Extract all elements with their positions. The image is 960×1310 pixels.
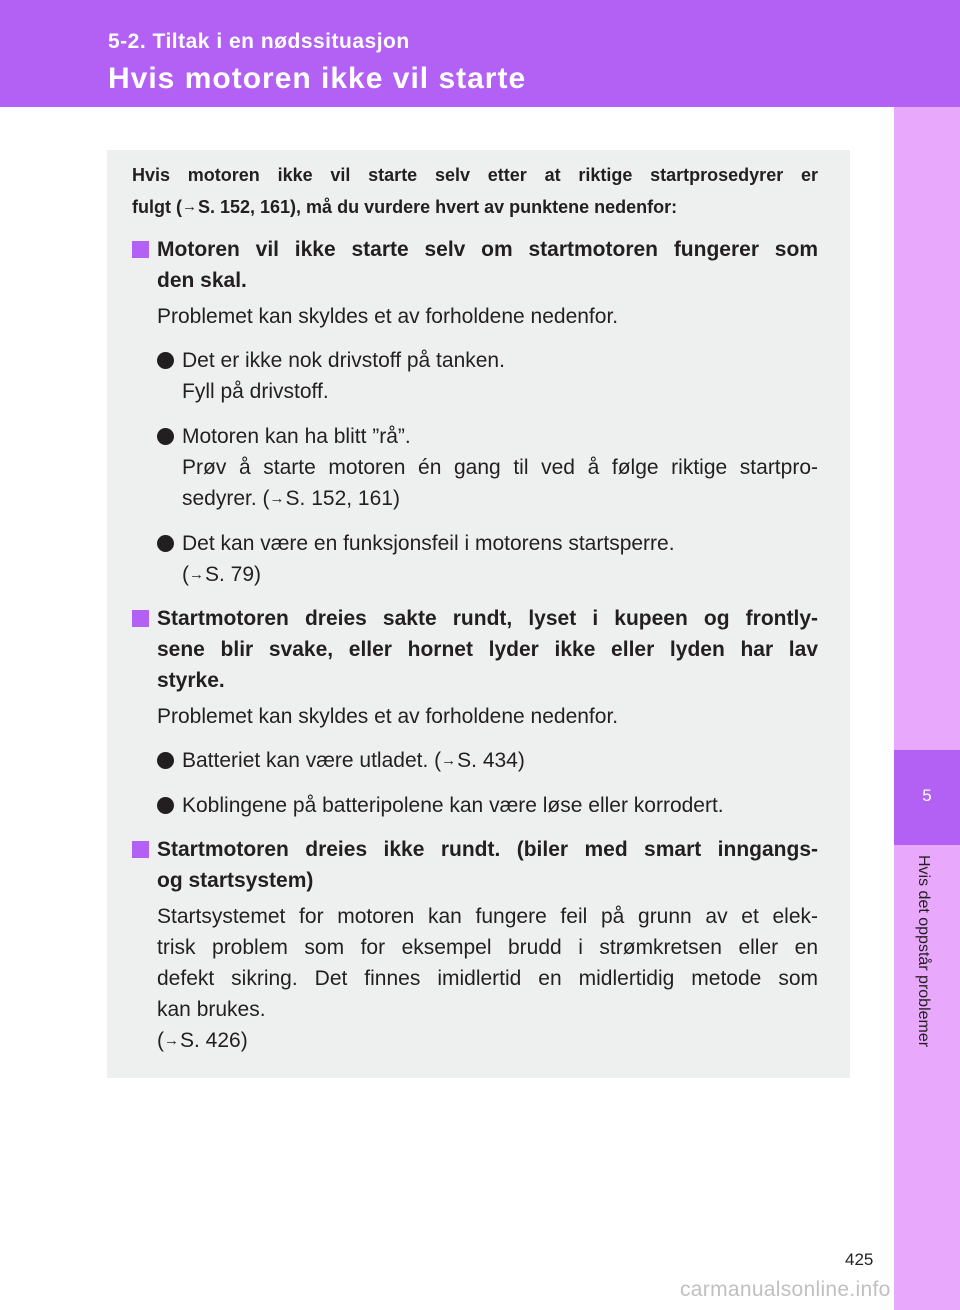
bullet-line: Det kan være en funksjonsfeil i motorens startsperre. <box>182 532 675 555</box>
bullet-text-fragment: ( <box>182 563 189 586</box>
heading-line: Startmotoren dreies sakte rundt, lyset i kupeen og frontly- <box>157 607 818 630</box>
watermark: carmanualsonline.info <box>680 1278 891 1301</box>
heading-line: Startmotoren dreies ikke rundt. (biler med smart inngangs- <box>157 838 818 861</box>
bullet-text-fragment: sedyrer. ( <box>182 487 270 510</box>
paragraph-line <box>157 1025 818 1056</box>
intro-line <box>132 197 677 217</box>
square-bullet-icon <box>132 241 149 258</box>
page-reference-link[interactable]: S. 152, 161), må du vurdere hvert av punktene nedenfor: <box>197 197 678 217</box>
bullet-line: Prøv å starte motoren én gang til ved å følge riktige startpro- <box>182 456 818 479</box>
bullet-item <box>157 745 818 776</box>
page-reference-link[interactable]: S. 79) <box>205 563 262 586</box>
intro-line: Hvis motoren ikke vil starte selv etter at riktige startprosedyrer er <box>132 165 818 185</box>
bullet-dot-icon <box>157 352 174 369</box>
intro-text-fragment: fulgt ( <box>132 197 182 217</box>
page-header <box>0 0 960 107</box>
heading-line: Motoren vil ikke starte selv om startmotoren fungerer som <box>157 238 818 261</box>
bullet-dot-icon <box>157 535 174 552</box>
arrow-right-icon: → <box>189 566 204 583</box>
bullet-line: Koblingene på batteripolene kan være løse eller korrodert. <box>182 794 724 817</box>
heading-line: styrke. <box>157 669 225 692</box>
page-number: 425 <box>845 1250 874 1269</box>
paragraph: Problemet kan skyldes et av forholdene nedenfor. <box>157 305 619 328</box>
chapter-number: 5 <box>922 786 932 805</box>
arrow-right-icon: → <box>269 490 285 507</box>
bullet-dot-icon <box>157 797 174 814</box>
bullet-line <box>182 559 818 590</box>
page-title: Hvis motoren ikke vil starte <box>108 62 527 95</box>
paragraph-line: Startsystemet for motoren kan fungere feil på grunn av et elek- <box>157 905 818 928</box>
square-bullet-icon <box>132 610 149 627</box>
paragraph-line: defekt sikring. Det finnes imidlertid en midlertidig metode som <box>157 967 818 990</box>
bullet-dot-icon <box>157 428 174 445</box>
arrow-right-icon: → <box>181 198 197 215</box>
paragraph <box>157 901 818 1056</box>
paragraph-line: trisk problem som for eksempel brudd i strømkretsen eller en <box>157 936 818 959</box>
chapter-tab[interactable] <box>894 750 960 845</box>
arrow-right-icon: → <box>164 1032 179 1049</box>
bullet-line <box>182 483 818 514</box>
bullet-dot-icon <box>157 752 174 769</box>
bullet-item <box>157 790 818 821</box>
bullet-text-fragment: Batteriet kan være utladet. ( <box>182 749 442 772</box>
page-reference-link[interactable]: S. 152, 161) <box>285 487 400 510</box>
page-reference-link[interactable]: S. 434) <box>457 749 525 772</box>
side-tab <box>894 107 960 1310</box>
bullet-item <box>157 421 818 514</box>
paragraph: Problemet kan skyldes et av forholdene nedenfor. <box>157 705 619 728</box>
page-reference-link[interactable]: S. 426) <box>180 1029 248 1052</box>
bullet-line <box>182 745 818 776</box>
section-heading <box>132 603 818 696</box>
bullet-line: Fyll på drivstoff. <box>182 380 329 403</box>
bullet-item <box>157 528 818 590</box>
bullet-line: Det er ikke nok drivstoff på tanken. <box>182 349 505 372</box>
paragraph-line: kan brukes. <box>157 998 266 1021</box>
bullet-line: Motoren kan ha blitt ”rå”. <box>182 425 411 448</box>
bullet-item <box>157 345 818 407</box>
section-heading <box>132 834 818 896</box>
arrow-right-icon: → <box>441 752 457 769</box>
section-heading <box>132 234 818 296</box>
chapter-label-area <box>894 855 960 1115</box>
heading-line: den skal. <box>157 269 247 292</box>
intro-text <box>132 160 818 223</box>
section-label: 5-2. Tiltak i en nødssituasjon <box>108 30 410 53</box>
square-bullet-icon <box>132 841 149 858</box>
heading-line: og startsystem) <box>157 869 314 892</box>
heading-line: sene blir svake, eller hornet lyder ikke eller lyden har lav <box>157 638 818 661</box>
paragraph-fragment: ( <box>157 1029 164 1052</box>
chapter-label: Hvis det oppstår problemer <box>915 855 932 1048</box>
